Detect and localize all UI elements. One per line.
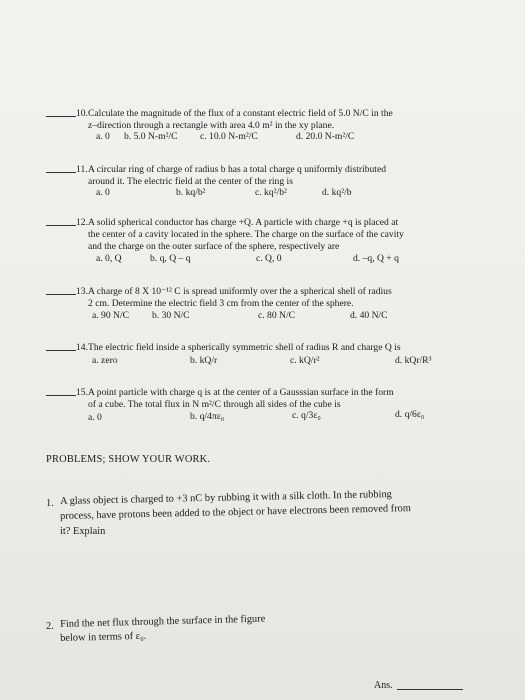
- option-c: c. q/3ε₀: [292, 410, 321, 421]
- problem-text-line: process, have protons been added to the object or have electrons been removed from: [60, 503, 412, 522]
- question-text-line: A circular ring of charge of radius b has a total charge q uniformly distributed: [88, 164, 387, 175]
- option-d: d. q/6ε₀: [395, 409, 425, 420]
- answer-blank: [46, 294, 76, 295]
- question-text-line: z–direction through a rectangle with area 4.0 m² in the xy plane.: [88, 120, 335, 131]
- option-b: b. kQ/r: [190, 355, 218, 366]
- option-a: a. 0, Q: [96, 253, 122, 264]
- option-c: c. Q, 0: [256, 253, 282, 264]
- question-text-line: around it. The electric field at the center of the ring is: [88, 176, 293, 187]
- answer-blank: [46, 395, 76, 396]
- question-text-line: Calculate the magnitude of the flux of a constant electric field of 5.0 N/C in the: [88, 108, 393, 119]
- problem-text-line: below in terms of ε₀.: [60, 630, 147, 644]
- problem-number: 1.: [46, 498, 54, 509]
- problem-text-line: A glass object is charged to +3 nC by rubbing it with a silk cloth. In the rubbing: [60, 489, 392, 507]
- option-b: b. kq/b²: [176, 187, 206, 198]
- option-b: b. q/4πε₀: [190, 411, 225, 422]
- answer-blank: [46, 116, 76, 117]
- question-number: 14.: [76, 342, 88, 353]
- answer-blank: [46, 350, 76, 351]
- option-a: a. 0: [96, 131, 110, 142]
- problem-text-line: it? Explain: [60, 526, 106, 537]
- option-c: c. 10.0 N-m²/C: [200, 131, 258, 142]
- option-a: a. 0: [96, 187, 110, 198]
- question-text-line: 2 cm. Determine the electric field 3 cm from the center of the sphere.: [88, 298, 354, 309]
- question-number: 15.: [76, 387, 88, 398]
- answer-blank: [46, 172, 76, 173]
- problem-number: 2.: [46, 621, 54, 632]
- question-number: 11.: [76, 164, 88, 175]
- answer-blank: [46, 225, 76, 226]
- question-number: 12.: [76, 217, 88, 228]
- option-a: a. 0: [88, 412, 102, 423]
- question-number: 13.: [76, 286, 88, 297]
- problems-heading: PROBLEMS; SHOW YOUR WORK.: [46, 454, 211, 465]
- question-number: 10.: [76, 108, 88, 119]
- option-a: a. zero: [92, 355, 118, 366]
- option-c: c. kq²/b²: [255, 187, 287, 198]
- question-text-line: and the charge on the outer surface of the sphere, respectively are: [88, 241, 340, 252]
- question-text-line: of a cube. The total flux in N m²/C through all sides of the cube is: [88, 399, 341, 410]
- question-text-line: The electric field inside a spherically symmetric shell of radius R and charge Q is: [88, 342, 401, 353]
- question-text-line: the center of a cavity located in the sphere. The charge on the surface of the cavity: [88, 229, 404, 240]
- option-b: b. 5.0 N-m²/C: [124, 131, 178, 142]
- option-d: d. 20.0 N-m²/C: [296, 131, 355, 142]
- option-c: c. 80 N/C: [258, 310, 296, 321]
- option-d: d. kq²/b: [322, 187, 352, 198]
- question-text-line: A point particle with charge q is at the center of a Gausssian surface in the form: [88, 387, 394, 398]
- answer-line: [397, 689, 463, 690]
- option-d: d. 40 N/C: [350, 310, 388, 321]
- option-b: b. 30 N/C: [152, 310, 190, 321]
- option-d: d. –q, Q + q: [353, 253, 399, 264]
- option-a: a. 90 N/C: [92, 310, 130, 321]
- answer-label: Ans.: [374, 680, 393, 691]
- option-c: c. kQ/r²: [290, 355, 320, 366]
- option-b: b. q, Q – q: [150, 253, 191, 264]
- question-text-line: A solid spherical conductor has charge +Q. A particle with charge +q is placed at: [88, 217, 399, 228]
- option-d: d. kQr/R³: [395, 355, 432, 366]
- question-text-line: A charge of 8 X 10⁻¹² C is spread uniformly over the a spherical shell of radius: [88, 286, 392, 297]
- problem-text-line: Find the net flux through the surface in the figure: [60, 613, 266, 630]
